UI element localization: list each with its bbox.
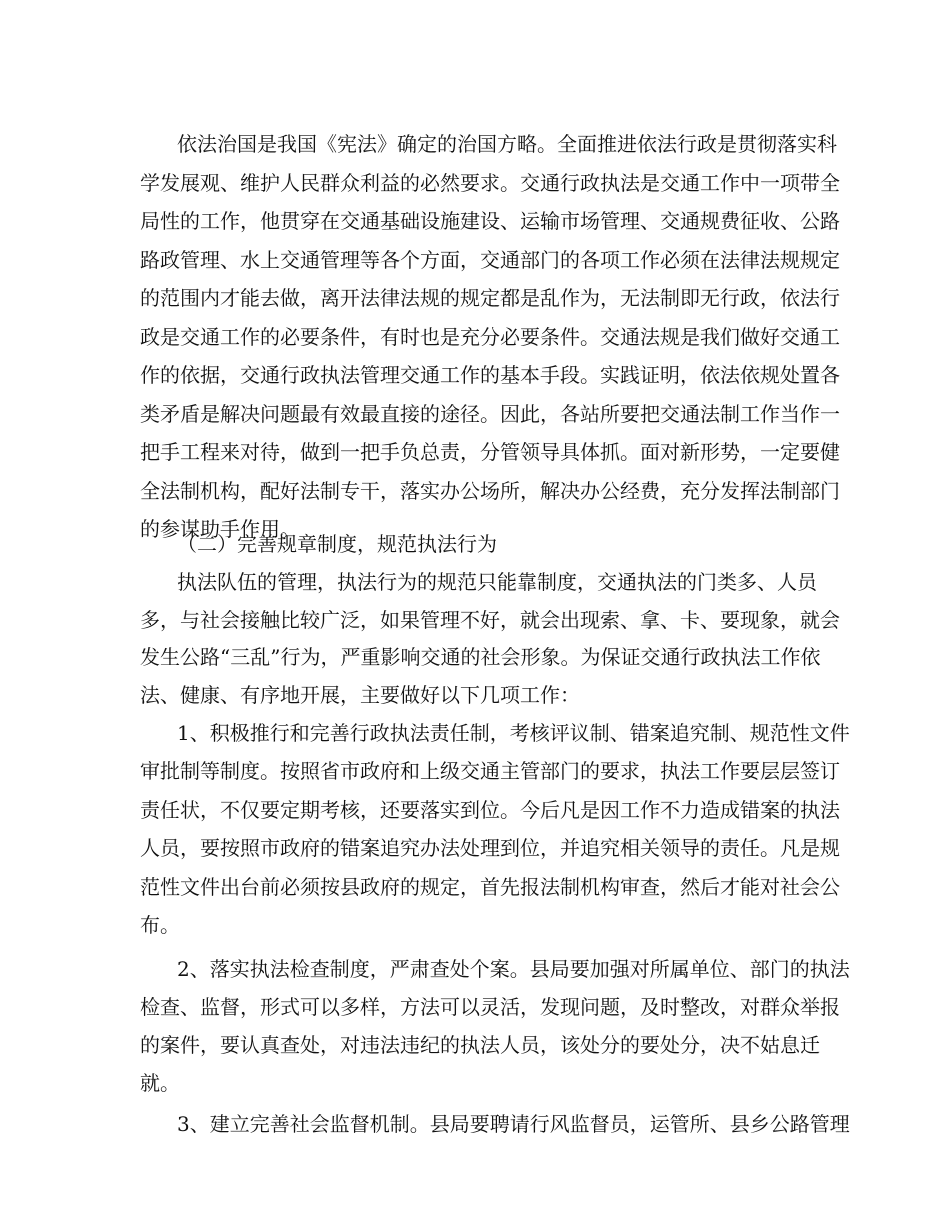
paragraph-line: 依法治国是我国《宪法》确定的治国方略。全面推进依法行政是贯彻落实科 (177, 132, 837, 156)
paragraph-line: 人员，要按照市政府的错案追究办法处理到位，并追究相关领导的责任。凡是规 (140, 836, 840, 860)
paragraph-line: 审批制等制度。按照省市政府和上级交通主管部门的要求，执法工作要层层签订 (140, 759, 840, 783)
paragraph-line: 作的依据，交通行政执法管理交通工作的基本手段。实践证明，依法依规处置各 (140, 363, 840, 387)
paragraph-line: 多，与社会接触比较广泛，如果管理不好，就会出现索、拿、卡、要现象，就会 (140, 608, 840, 632)
paragraph-line: 就。 (140, 1071, 180, 1095)
paragraph-line: 的案件，要认真查处，对违法违纪的执法人员，该处分的要处分，决不姑息迁 (140, 1033, 820, 1057)
paragraph-line: 责任状，不仅要定期考核，还要落实到位。今后凡是因工作不力造成错案的执法 (140, 798, 840, 822)
paragraph-line: 全法制机构，配好法制专干，落实办公场所，解决办公经费，充分发挥法制部门 (140, 479, 840, 503)
paragraph-line: 2、落实执法检查制度，严肃查处个案。县局要加强对所属单位、部门的执法 (177, 957, 850, 981)
paragraph-line: 发生公路“三乱”行为，严重影响交通的社会形象。为保证交通行政执法工作依 (140, 645, 821, 669)
paragraph-line: 把手工程来对待，做到一把手负总责，分管领导具体抓。面对新形势，一定要健 (140, 440, 840, 464)
paragraph-line: 路政管理、水上交通管理等各个方面，交通部门的各项工作必须在法律法规规定 (140, 248, 840, 272)
paragraph-line: 类矛盾是解决问题最有效最直接的途径。因此，各站所要把交通法制工作当作一 (140, 402, 840, 426)
paragraph-line: 检查、监督，形式可以多样，方法可以灵活，发现问题，及时整改，对群众举报 (140, 995, 840, 1019)
section-heading: （二）完善规章制度，规范执法行为 (177, 532, 497, 556)
paragraph-line: 局性的工作，他贯穿在交通基础设施建设、运输市场管理、交通规费征收、公路 (140, 209, 840, 233)
paragraph-line: 的范围内才能去做，离开法律法规的规定都是乱作为，无法制即无行政，依法行 (140, 286, 840, 310)
paragraph-line: 的参谋助手作用。 (140, 517, 300, 541)
paragraph-line: 学发展观、维护人民群众利益的必然要求。交通行政执法是交通工作中一项带全 (140, 171, 840, 195)
paragraph-line: 执法队伍的管理，执法行为的规范只能靠制度，交通执法的门类多、人员 (177, 570, 817, 594)
paragraph-line: 3、建立完善社会监督机制。县局要聘请行风监督员，运管所、县乡公路管理 (177, 1112, 850, 1136)
paragraph-line: 范性文件出台前必须按县政府的规定，首先报法制机构审查，然后才能对社会公 (140, 875, 840, 899)
paragraph-line: 布。 (140, 913, 180, 937)
paragraph-line: 政是交通工作的必要条件，有时也是充分必要条件。交通法规是我们做好交通工 (140, 325, 840, 349)
paragraph-line: 1、积极推行和完善行政执法责任制，考核评议制、错案追究制、规范性文件 (177, 721, 850, 745)
paragraph-line: 法、健康、有序地开展，主要做好以下几项工作： (140, 683, 580, 707)
